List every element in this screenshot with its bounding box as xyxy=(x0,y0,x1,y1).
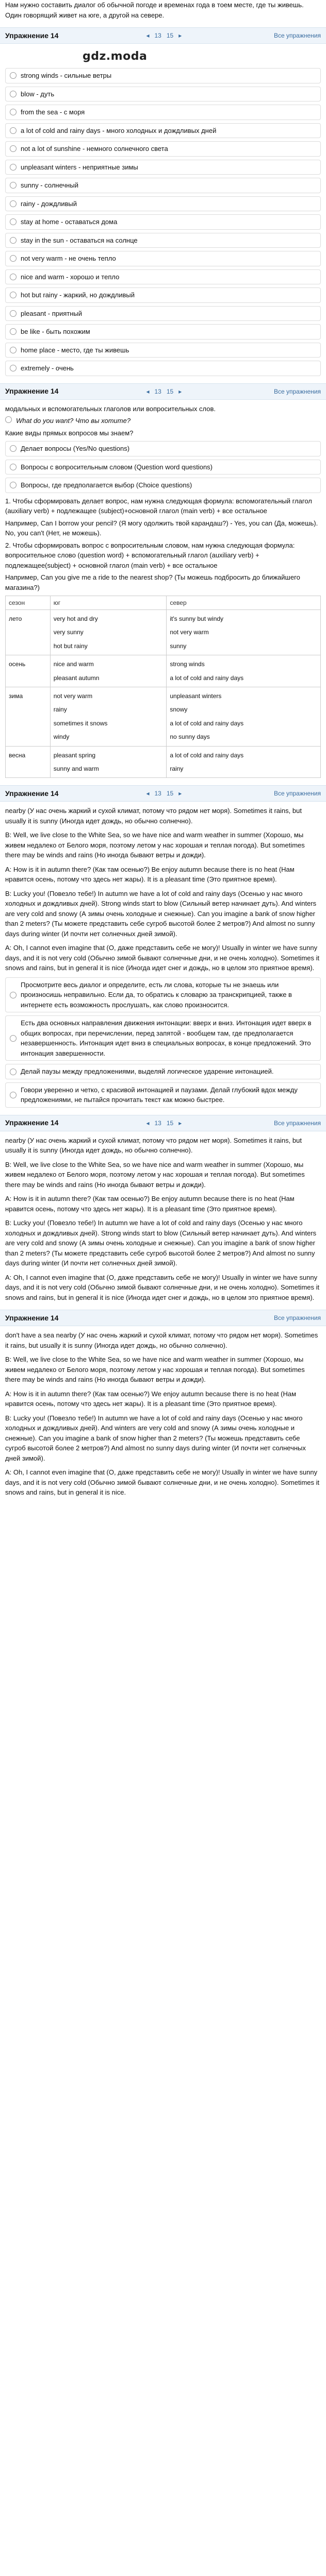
radio-icon xyxy=(10,109,17,115)
final-line: B: Well, we live close to the White Sea, so we have nice and warm weather in summer (Хорошо, мы живем недалеко от Белого моря, поэтому летом у нас хорошая и теплая погода). But sometimes there may be winds and rains (Но иногда бывают ветры и дожди). xyxy=(5,1355,305,1384)
exercise-nav-3 xyxy=(146,789,182,798)
radio-icon xyxy=(10,72,17,79)
radio-icon xyxy=(10,464,17,470)
radio-icon xyxy=(5,416,12,423)
option-item[interactable] xyxy=(5,478,321,493)
vocab-label: a lot of cold and rainy days - много холодных и дождливых дней xyxy=(21,126,217,134)
next-link[interactable]: 15 xyxy=(166,790,174,798)
radio-icon xyxy=(10,1069,17,1075)
radio-icon xyxy=(10,237,17,244)
radio-icon xyxy=(10,347,17,353)
seasons-table xyxy=(5,596,321,778)
radio-icon xyxy=(10,482,17,488)
tip-item[interactable] xyxy=(5,1082,321,1108)
dialogue-line: B: Lucky you! (Повезло тебе!) In autumn we have a lot of cold and rainy days (Осенью у нас много холодных и дождливых дней). Strong winds start to blow (Сильный ветер начинает дуть). And winters are very cold and snowy (А зимы очень холодные и снежные). Can you imagine a bank of snow higher than 2 meters? (Ты можете представить себе сугроб высотой более 2 метров?) And almost no sunny days during winter (И почти нет солнечных дней зимой). xyxy=(5,889,317,938)
exercise-header xyxy=(0,27,326,44)
vocab-label: be like - быть похожим xyxy=(21,328,90,335)
radio-icon xyxy=(10,328,17,335)
vocab-item[interactable] xyxy=(5,251,321,266)
vocab-label: rainy - дождливый xyxy=(21,199,77,208)
exercise-nav-4 xyxy=(146,1118,182,1128)
options-list xyxy=(5,441,321,493)
vocab-label: extremely - очень xyxy=(21,364,74,372)
table-cell: a lot of cold and rainy days rainy xyxy=(167,746,321,778)
vocab-item[interactable] xyxy=(5,343,321,358)
vocab-label: pleasant - приятный xyxy=(21,309,83,317)
table-cell: лето xyxy=(6,610,51,655)
vocab-label: stay in the sun - оставаться на солнце xyxy=(21,236,138,244)
option-label: Вопросы, где предполагается выбор (Choice questions) xyxy=(21,481,192,489)
vocab-label: nice and warm - хорошо и тепло xyxy=(21,273,120,281)
table-cell: very hot and dry very sunny hot but rainy xyxy=(50,610,167,655)
vocab-label: sunny - солнечный xyxy=(21,181,78,189)
table-cell: зима xyxy=(6,687,51,746)
final-line: don't have a sea nearby (У нас очень жаркий и сухой климат, потому что рядом нет моря). Sometimes it rains, but usually it is sunny (Иногда идет дождь, но обычно солнечно). xyxy=(5,1331,318,1349)
prev-link[interactable]: 13 xyxy=(154,1119,161,1127)
all-exercises-link-5[interactable]: Все упражнения xyxy=(273,1314,321,1322)
vocab-item[interactable] xyxy=(5,123,321,139)
dialogue-line: B: Well, we live close to the White Sea, so we have nice and warm weather in summer (Хорошо, мы живем недалеко от Белого моря, поэтому летом у нас хорошая и теплая погода). But sometimes there may be winds and rains (Но иногда бывают ветры и дожди). xyxy=(5,831,305,859)
exercise-header-5 xyxy=(0,1310,326,1326)
section2-p2: Какие виды прямых вопросов мы знаем? xyxy=(5,429,134,437)
table-header: сезон xyxy=(6,596,51,610)
tips-list xyxy=(5,977,321,1108)
exercise-title-4: Упражнение 14 xyxy=(5,1118,59,1127)
radio-icon xyxy=(10,255,17,262)
dialogue-block xyxy=(5,806,321,973)
section2-p6: Например, Can you give me a ride to the nearest shop? (Ты можешь подбросить до ближайшего магазина?) xyxy=(5,573,300,591)
table-cell: nice and warm pleasant autumn xyxy=(50,655,167,687)
radio-icon xyxy=(10,145,17,152)
vocab-label: stay at home - оставаться дома xyxy=(21,218,118,226)
vocab-label: from the sea - с моря xyxy=(21,108,85,116)
next-link[interactable]: 15 xyxy=(166,387,174,395)
vocab-item[interactable] xyxy=(5,287,321,303)
vocab-label: not very warm - не очень тепло xyxy=(21,255,116,262)
next-arrow-icon[interactable]: ▸ xyxy=(178,1119,182,1127)
section2-p3: 1. Чтобы сформировать делает вопрос, нам нужна следующая формула: вспомогательный глагол (auxiliary verb) + подлежащее (subject)+основной глагол (main verb) + все остальное xyxy=(5,497,312,515)
tip-label: Просмотрите весь диалог и определите, есть ли слова, которые ты не знаешь или произносишь неправильно. Если да, то обратись к словарю за транскрипцией, также в интернете есть возможность прослушать, как слово произносится. xyxy=(21,980,292,1009)
vocab-label: blow - дуть xyxy=(21,90,55,98)
vocab-label: not a lot of sunshine - немного солнечного света xyxy=(21,145,168,152)
radio-icon xyxy=(10,200,17,207)
prev-arrow-icon[interactable]: ◂ xyxy=(146,32,150,39)
exercise-title-2: Упражнение 14 xyxy=(5,387,59,395)
radio-icon xyxy=(10,992,17,998)
next-link[interactable]: 15 xyxy=(166,32,174,39)
next-link[interactable]: 15 xyxy=(166,1119,174,1127)
table-cell: it's sunny but windy not very warm sunny xyxy=(167,610,321,655)
tip-item[interactable] xyxy=(5,1064,321,1079)
table-row xyxy=(6,746,321,778)
vocab-label: home place - место, где ты живешь xyxy=(21,346,129,354)
vocab-label: hot but rainy - жаркий, но дождливый xyxy=(21,291,135,299)
vocab-item[interactable] xyxy=(5,196,321,212)
tip-item[interactable] xyxy=(5,1015,321,1061)
final-line: A: Oh, I cannot even imagine that (О, даже представить себе не могу)! Usually in winter we have sunny days, and it is not very cold (Обычно зимой бывают солнечные дни, и не очень холодно). Sometimes it snows and rains, but in general it is nice. xyxy=(5,1468,320,1497)
dialogue2-line: B: Well, we live close to the White Sea, so we have nice and warm weather in summer (Хорошо, мы живем недалеко от Белого моря, поэтому летом у нас хорошая и теплая погода). But sometimes there may be winds and rains (Но иногда бывают ветры и дожди). xyxy=(5,1160,305,1189)
dialogue2-line: A: How is it in autumn there? (Как там осенью?) Be enjoy autumn because there is no heat (Нам нравится осень, потому что здесь нет жары). It is a pleasant time (Это приятное время). xyxy=(5,1195,295,1213)
table-cell: not very warm rainy sometimes it snows windy xyxy=(50,687,167,746)
radio-icon xyxy=(10,182,17,189)
tip-item[interactable] xyxy=(5,977,321,1013)
table-cell: весна xyxy=(6,746,51,778)
tip-label: Делай паузы между предложениями, выделяй логическое ударение интонацией. xyxy=(21,1067,274,1076)
all-exercises-link-4[interactable]: Все упражнения xyxy=(273,1119,321,1127)
radio-icon xyxy=(10,1092,17,1098)
option-label: Вопросы с вопросительным словом (Question word questions) xyxy=(21,463,213,471)
final-block xyxy=(5,1330,321,1498)
vocab-item[interactable] xyxy=(5,214,321,230)
final-line: A: How is it in autumn there? (Как там осенью?) We enjoy autumn because there is no heat (Нам нравится осень, потому что здесь нет жары). It is a pleasant time (Это приятное время). xyxy=(5,1389,297,1408)
table-cell: pleasant spring sunny and warm xyxy=(50,746,167,778)
vocab-item[interactable] xyxy=(5,269,321,285)
vocab-item[interactable] xyxy=(5,87,321,102)
vocab-label: strong winds - сильные ветры xyxy=(21,72,112,79)
vocab-item[interactable] xyxy=(5,105,321,120)
section2-p4: Например, Can I borrow your pencil? (Я могу одолжить твой карандаш?) - Yes, you can (Да, можешь). No, you can't (Нет, не можешь). xyxy=(5,519,318,537)
tip-label: Говори уверенно и четко, с красивой интонацией и паузами. Делай глубокий вдох между предложениями, не пытайся прочитать текст как можно быстрее. xyxy=(21,1086,298,1104)
radio-icon xyxy=(10,445,17,452)
vocab-item[interactable] xyxy=(5,306,321,321)
vocab-item[interactable] xyxy=(5,233,321,248)
exercise-nav-2 xyxy=(146,387,182,396)
dialogue-line: A: How is it in autumn there? (Как там осенью?) Be enjoy autumn because there is no heat (Нам нравится осень, потому что здесь нет жары). It is a pleasant time (Это приятное время). xyxy=(5,865,295,884)
exercise-title-3: Упражнение 14 xyxy=(5,789,59,798)
dialogue2-line: B: Lucky you! (Повезло тебе!) In autumn we have a lot of cold and rainy days (Осенью у нас много холодных и дождливых дней). Strong winds start to blow (Сильный ветер начинает дуть). And winters are very cold and snowy (А зимы очень холодные и снежные). Can you imagine a bank of snow higher than 2 meters? (Ты можете представить себе сугроб высотой более 2 метров?) And almost no sunny days during winter (И почти нет солнечных дней зимой). xyxy=(5,1219,317,1267)
radio-icon xyxy=(10,274,17,280)
table-row xyxy=(6,655,321,687)
table-row xyxy=(6,610,321,655)
vocab-list xyxy=(5,68,321,376)
exercise-title-5: Упражнение 14 xyxy=(5,1313,59,1322)
prev-link[interactable]: 13 xyxy=(154,32,161,39)
watermark: gdz.moda xyxy=(83,50,148,63)
radio-icon xyxy=(10,292,17,298)
radio-icon xyxy=(10,310,17,317)
next-arrow-icon[interactable]: ▸ xyxy=(178,790,182,798)
intro-text: Нам нужно составить диалог об обычной погоде и временах года в тоем месте, где ты живешь. Один говорящий живет на юге, а другой на севере. xyxy=(5,1,304,19)
prev-arrow-icon[interactable]: ◂ xyxy=(146,790,150,798)
radio-icon xyxy=(10,365,17,371)
section2-p1: модальных и вспомогательных глаголов или вопросительных слов. xyxy=(5,404,216,413)
vocab-label: unpleasant winters - неприятные зимы xyxy=(21,163,138,171)
vocab-item[interactable] xyxy=(5,160,321,175)
all-exercises-link-3[interactable]: Все упражнения xyxy=(273,790,321,798)
option-item[interactable] xyxy=(5,441,321,456)
dialogue2-block xyxy=(5,1160,321,1303)
table-row xyxy=(6,687,321,746)
option-label: Делает вопросы (Yes/No questions) xyxy=(21,445,130,452)
vocab-item[interactable] xyxy=(5,141,321,157)
table-header: юг xyxy=(50,596,167,610)
tip-label: Есть два основных направления движения интонации: вверх и вниз. Интонация идет вверх в общих вопросах, при перечислении, перед запятой - вообщем там, где предполагается незавершенность. Интонация идет вниз в специальных вопросах, в конце предложений. Это интонация завершенности. xyxy=(21,1019,312,1057)
vocab-item[interactable] xyxy=(5,178,321,193)
radio-icon xyxy=(10,1035,17,1042)
prev-link[interactable]: 13 xyxy=(154,790,161,798)
radio-icon xyxy=(10,218,17,225)
all-exercises-link[interactable]: Все упражнения xyxy=(273,32,321,39)
exercise-header-4 xyxy=(0,1115,326,1131)
next-arrow-icon[interactable]: ▸ xyxy=(178,387,182,395)
exercise-header-3 xyxy=(0,785,326,802)
prev-link[interactable]: 13 xyxy=(154,387,161,395)
prev-arrow-icon[interactable]: ◂ xyxy=(146,1119,150,1127)
exercise-title: Упражнение 14 xyxy=(5,31,59,40)
vocab-item[interactable] xyxy=(5,361,321,376)
all-exercises-link-2[interactable]: Все упражнения xyxy=(273,387,321,395)
prev-arrow-icon[interactable]: ◂ xyxy=(146,387,150,395)
exercise-header-2 xyxy=(0,383,326,400)
radio-icon xyxy=(10,164,17,171)
section2-p5: 2. Чтобы сформировать вопрос с вопросительным словом, нам нужна следующая формула: вопросительное слово (question word) + вспомогательный глагол (auxiliary verb) + подлежащее(subject) + основной глагол (main verb) + все остальное xyxy=(5,541,295,569)
vocab-item[interactable] xyxy=(5,68,321,83)
next-arrow-icon[interactable]: ▸ xyxy=(178,32,182,39)
table-header: север xyxy=(167,596,321,610)
table-cell: strong winds a lot of cold and rainy days xyxy=(167,655,321,687)
dialogue2-line: A: Oh, I cannot even imagine that (О, даже представить себе не могу)! Usually in winter we have sunny days, and it is not very cold (Обычно зимой бывают солнечные дни, и не очень холодно). Sometimes it snows and rains, but in general it is nice (Иногда идет снег и дождь, но в целом это приятное время). xyxy=(5,1273,320,1301)
radio-icon xyxy=(10,91,17,97)
exercise-nav xyxy=(146,31,182,40)
vocab-item[interactable] xyxy=(5,324,321,340)
section2-question: What do you want? Что вы хотите? xyxy=(5,416,321,426)
dialogue-line: nearby (У нас очень жаркий и сухой климат, потому что рядом нет моря). Sometimes it rains, but usually it is sunny (Иногда идет дождь, но обычно солнечно). xyxy=(5,807,302,825)
final-line: B: Lucky you! (Повезло тебе!) In autumn we have a lot of cold and rainy days (Осенью у нас много холодных и дождливых дней). And winters are very cold and snowy (А зимы очень холодные и снежные). Can you imagine a bank of snow higher than 2 meters? (Ты можешь представить себе сугроб высотой более 2 метров?) And almost no sunny days during winter (И почти нет солнечных дней зимой). xyxy=(5,1414,306,1462)
dialogue-line: A: Oh, I cannot even imagine that (О, даже представить себе не могу)! Usually in winter we have sunny days, and it is not very cold (Обычно зимой бывают солнечные дни, и не очень холодно). Sometimes it snows and rains, but in general it is nice (Иногда идет снег и дождь, но в целом это приятное время). xyxy=(5,944,320,972)
dialogue2-intro: nearby (У нас очень жаркий и сухой климат, потому что рядом нет моря). Sometimes it rains, but usually it is sunny (Иногда идет дождь, но обычно солнечно). xyxy=(5,1136,302,1155)
table-cell: unpleasant winters snowy a lot of cold and rainy days no sunny days xyxy=(167,687,321,746)
option-item[interactable] xyxy=(5,460,321,475)
radio-icon xyxy=(10,127,17,134)
table-cell: осень xyxy=(6,655,51,687)
